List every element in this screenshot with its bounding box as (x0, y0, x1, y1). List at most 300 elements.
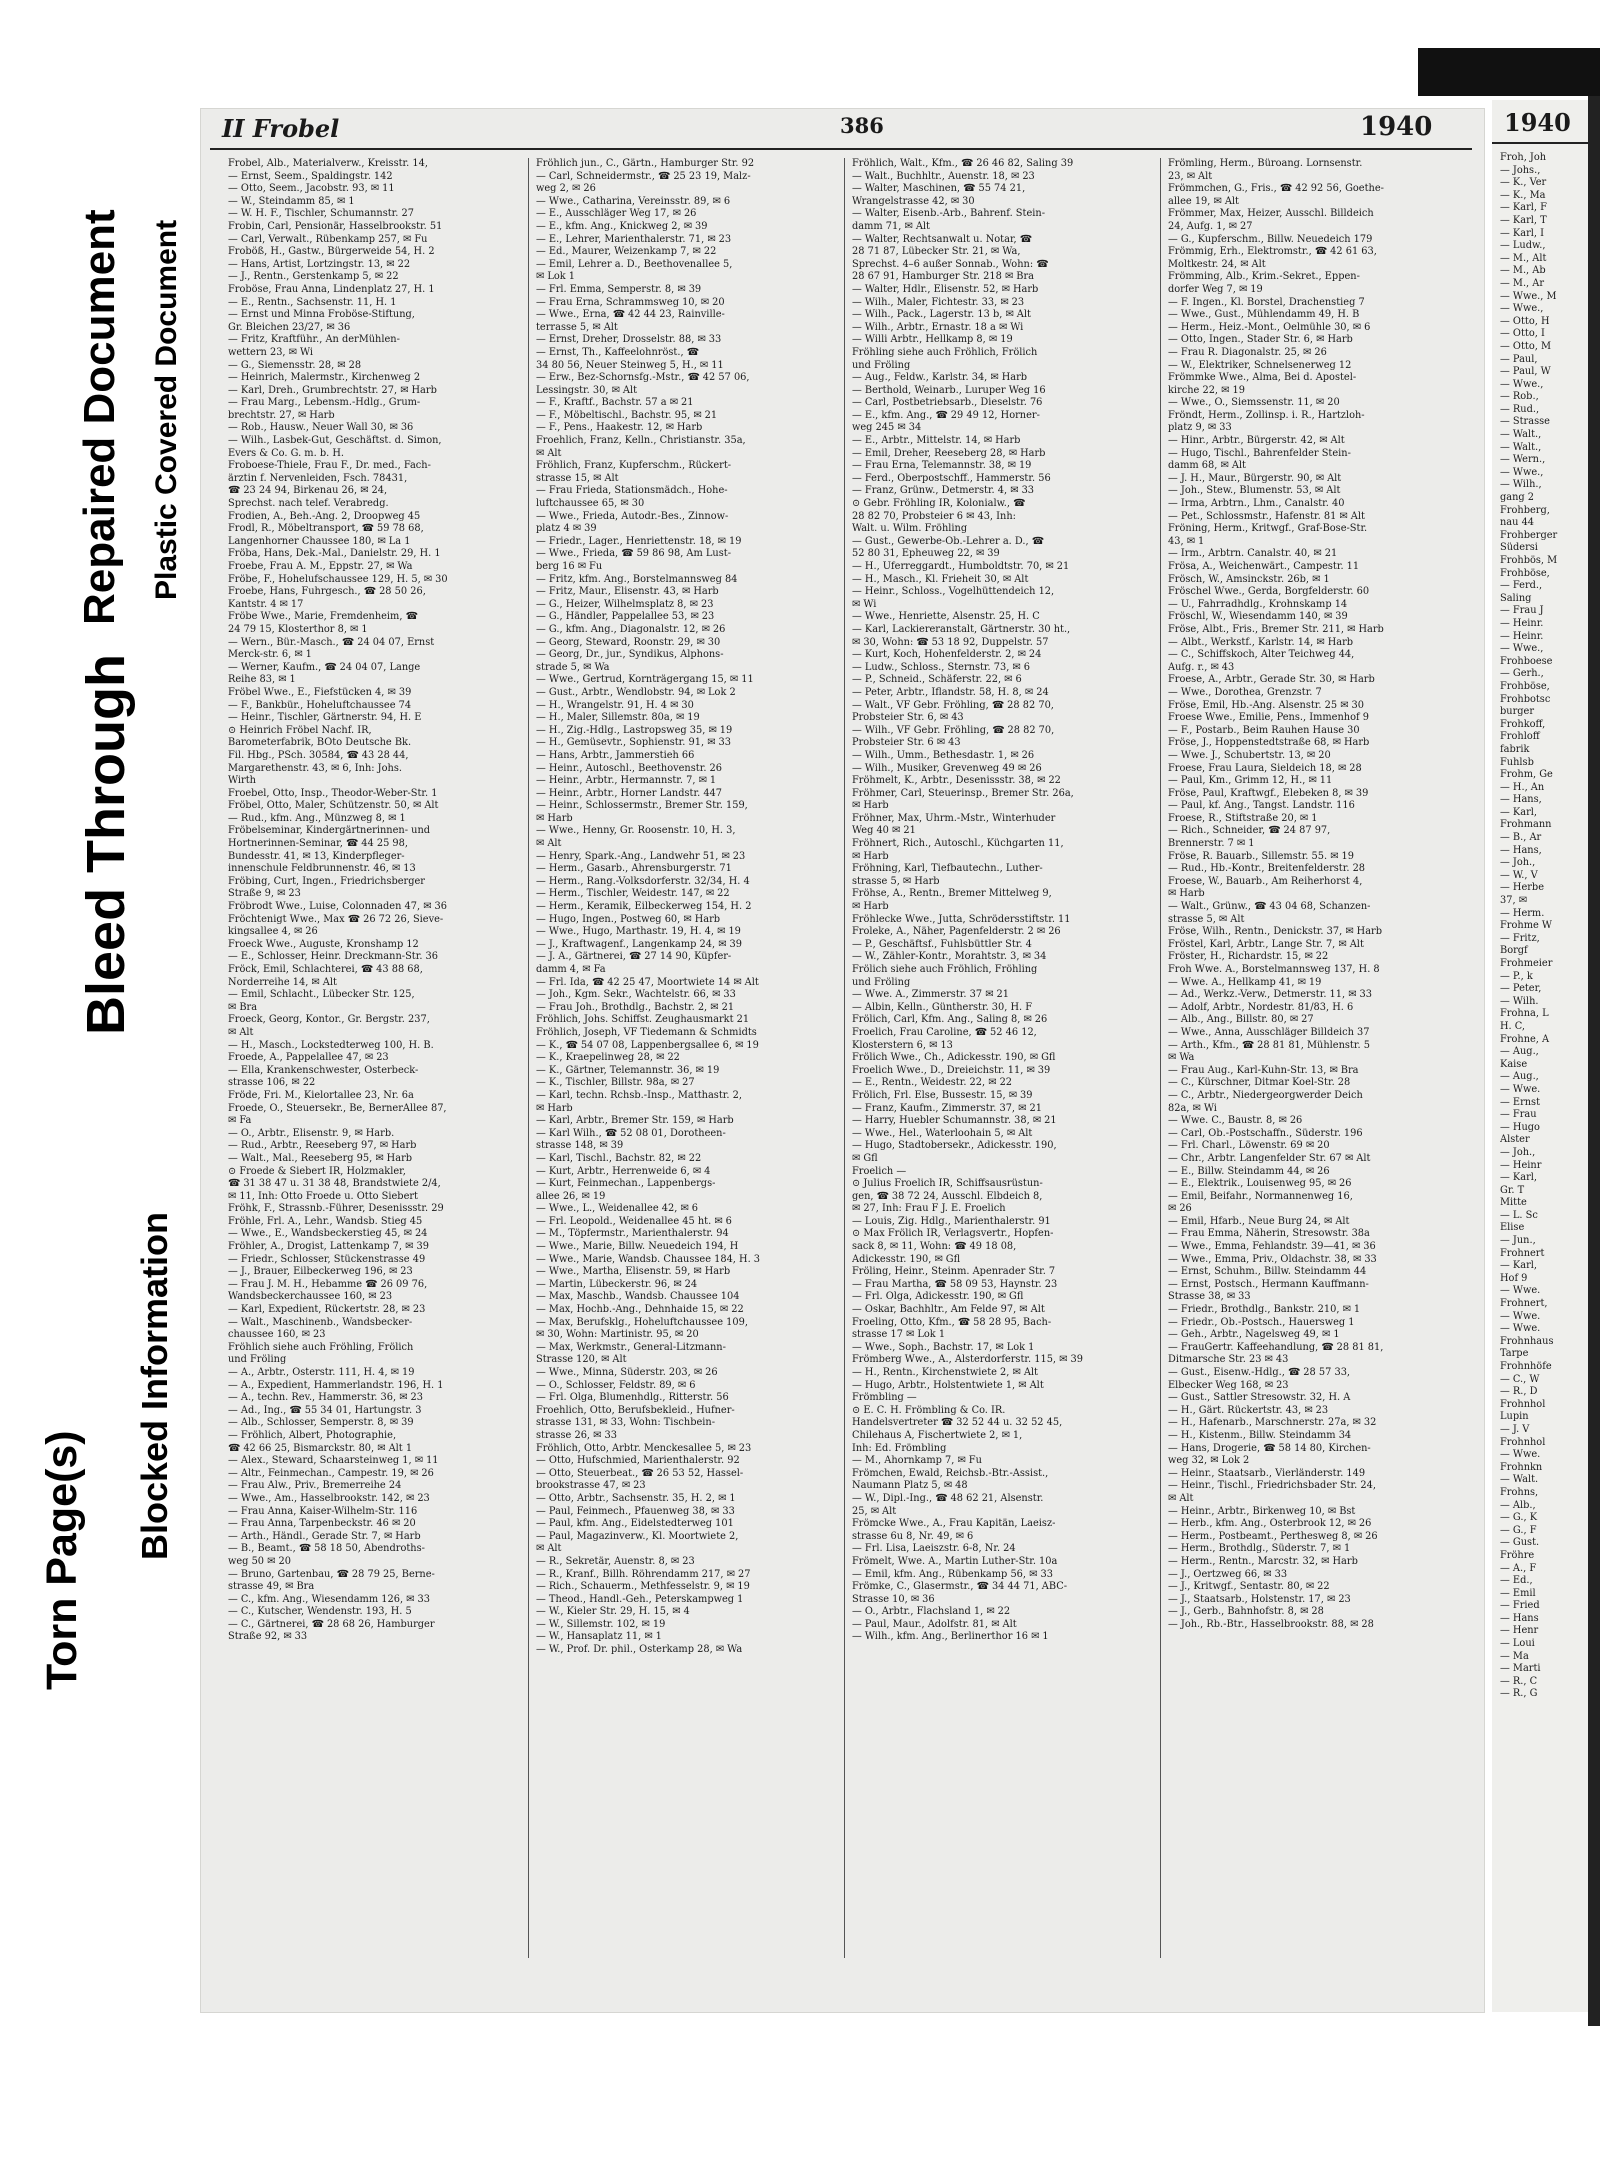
directory-entry: weg 32, ✉ Lok 2 (1168, 1455, 1250, 1467)
directory-entry: — Max, Werkmstr., General-Litzmann- (536, 1341, 726, 1353)
directory-entry: — Ernst, Th., Kaffeelohnröst., ☎ (536, 346, 699, 358)
directory-entry: ☎ 31 38 47 u. 31 38 48, Brandstwiete 2/4, (228, 1178, 441, 1190)
adjacent-entry: — Herm. (1500, 907, 1545, 919)
directory-entry: ⊙ Froede & Siebert IR, Holzmakler, (228, 1165, 406, 1177)
plastic-covered-label: Plastic Covered Document (150, 219, 183, 600)
directory-entry: Fröse, Emil, Hb.-Ang. Alsenstr. 25 ✉ 30 (1168, 699, 1365, 711)
directory-entry: — Karl, Dreh., Grumbrechtstr. 27, ✉ Harb (228, 384, 437, 396)
adjacent-entry: Elise (1500, 1222, 1525, 1234)
directory-entry: Fröhmelt, K., Arbtr., Desenissstr. 38, ✉ 22 (852, 775, 1061, 787)
directory-entry: — J. H., Maur., Bürgerstr. 90, ✉ Alt (1168, 472, 1342, 484)
directory-entry: — Rud., Arbtr., Reeseberg 97, ✉ Harb (228, 1140, 417, 1152)
adjacent-entry: — Wern., (1500, 454, 1546, 466)
directory-entry: — FrauGertr. Kaffeehandlung, ☎ 28 81 81, (1168, 1341, 1384, 1353)
directory-entry: chaussee 160, ✉ 23 (228, 1329, 326, 1341)
adjacent-entry: — Heinr. (1500, 630, 1544, 642)
adjacent-entry: — Wwe., (1500, 643, 1544, 655)
directory-entry: Fröhlich, Franz, Kupferschm., Rückert- (536, 460, 732, 472)
directory-entry: Sprechst. nach telef. Verabredg. (228, 498, 389, 510)
directory-entry: Frömke, C., Glasermstr., ☎ 34 44 71, ABC- (852, 1581, 1068, 1593)
directory-entry: — Frau Frieda, Stationsmädch., Hohe- (536, 485, 728, 497)
directory-entry: innenschule Feldbrunnenstr. 46, ✉ 13 (228, 863, 416, 875)
directory-entry: — Emil, Schlacht., Lübecker Str. 125, (228, 989, 415, 1001)
directory-entry: — Frl. Lisa, Laeiszstr. 6-8, Nr. 24 (852, 1543, 1016, 1555)
directory-entry: Strasse 120, ✉ Alt (536, 1354, 627, 1366)
directory-entry: strasse 17 ✉ Lok 1 (852, 1329, 946, 1341)
directory-entry: — F., Möbeltischl., Bachstr. 95, ✉ 21 (536, 409, 718, 421)
directory-entry: — E., Schlosser, Heinr. Dreckmann-Str. 36 (228, 951, 439, 963)
directory-entry: — J., Rentn., Gerstenkamp 5, ✉ 22 (228, 271, 399, 283)
directory-entry: — Walter, Eisenb.-Arb., Bahrenf. Stein- (852, 208, 1046, 220)
directory-entry: ☎ 42 66 25, Bismarckstr. 80, ✉ Alt 1 (228, 1442, 413, 1454)
directory-entry: Fröse, Paul, Kraftwgf., Elebeken 8, ✉ 39 (1168, 787, 1369, 799)
directory-entry: — U., Fahrradhdlg., Krohnskamp 14 (1168, 598, 1348, 610)
directory-entry: Fröning, Herm., Kritwgf., Graf-Bose-Str. (1168, 523, 1368, 535)
directory-entry: — Emil, Lehrer a. D., Beethovenallee 5, (536, 258, 733, 270)
adjacent-entry: Frohmann (1500, 819, 1552, 831)
directory-entry: — Wwe. A., Hellkamp 41, ✉ 19 (1168, 976, 1322, 988)
directory-entry: strasse 106, ✉ 22 (228, 1077, 316, 1089)
directory-entry: — Frau Martha, ☎ 58 09 53, Haynstr. 23 (852, 1278, 1058, 1290)
adjacent-entry: Frohnert, (1500, 1298, 1548, 1310)
directory-entry: — Emil, Beifahr., Normannenweg 16, (1168, 1190, 1353, 1202)
directory-entry: — Herm., Rang.-Volksdorferstr. 32/34, H. 4 (536, 875, 750, 887)
adjacent-entry: — Aug., (1500, 1046, 1539, 1058)
directory-entry: — Herm., Postbeamt., Perthesweg 8, ✉ 26 (1168, 1530, 1378, 1542)
directory-entry: ✉ 30, Wohn: Martinistr. 95, ✉ 20 (536, 1329, 699, 1341)
directory-entry: ✉ Alt (228, 1026, 254, 1038)
directory-entry: Frobel, Alb., Materialverw., Kreisstr. 14, (228, 158, 428, 169)
directory-entry: — O., Arbtr., Flachsland 1, ✉ 22 (852, 1606, 1011, 1618)
directory-entry: — Frau Anna, Kaiser-Wilhelm-Str. 116 (228, 1505, 418, 1517)
directory-entry: platz 4 ✉ 39 (536, 523, 597, 535)
directory-entry: — H., Zig.-Hdlg., Lastropsweg 35, ✉ 19 (536, 724, 733, 736)
directory-entry: — Joh., Stew., Blumenstr. 53, ✉ Alt (1168, 485, 1341, 497)
directory-entry: — Carl, Schneidermstr., ☎ 25 23 19, Malz- (536, 170, 751, 182)
directory-entry: Fröbe, F., Hohelufschaussee 129, H. 5, ✉ 30 (228, 573, 448, 585)
directory-entry: — Max, Berufsklg., Hoheluftchaussee 109, (536, 1316, 748, 1328)
directory-entry: — Wwe. J., Schubertstr. 13, ✉ 20 (1168, 749, 1331, 761)
directory-entry: — P., Geschäftsf., Fuhlsbüttler Str. 4 (852, 938, 1032, 950)
adjacent-entry: Frohböse, (1500, 567, 1550, 579)
directory-entry: ⊙ Max Frölich IR, Verlagsvertr., Hopfen- (852, 1228, 1054, 1240)
directory-entry: — Willi Arbtr., Hellkamp 8, ✉ 19 (852, 334, 1013, 346)
directory-entry: — Frau Anna, Tarpenbeckstr. 46 ✉ 20 (228, 1518, 416, 1530)
adjacent-entry: — Wwe., (1500, 378, 1544, 390)
directory-entry: — Emil, Dreher, Reeseberg 28, ✉ Harb (852, 447, 1046, 459)
adjacent-entry: Frohne, A (1500, 1033, 1550, 1045)
directory-entry: — H., Gärt. Rückertstr. 43, ✉ 23 (1168, 1404, 1329, 1416)
adjacent-entry: — K., Ma (1500, 189, 1546, 201)
directory-entry: — Wilh., Pack., Lagerstr. 13 b, ✉ Alt (852, 309, 1031, 321)
directory-entry: — Wilh., kfm. Ang., Berlinerthor 16 ✉ 1 (852, 1631, 1049, 1643)
directory-entry: — Heinr., Staatsarb., Vierländerstr. 149 (1168, 1467, 1366, 1479)
directory-entry: Fröhle, Frl. A., Lehr., Wandsb. Stieg 45 (228, 1215, 423, 1227)
adjacent-entry: — R., D (1500, 1386, 1538, 1398)
directory-entry: 34 80 56, Neuer Steinweg 5, H., ✉ 11 (536, 359, 724, 371)
column-divider (528, 158, 529, 1958)
directory-entry: ✉ Harb (536, 812, 573, 824)
directory-entry: — Frl. Ida, ☎ 42 25 47, Moortwiete 14 ✉ Alt (536, 976, 759, 988)
adjacent-entry: — Rud., (1500, 403, 1540, 415)
directory-entry: — Herm., Rentn., Marcstr. 32, ✉ Harb (1168, 1555, 1358, 1567)
directory-entry: — E., Rentn., Weidestr. 22, ✉ 22 (852, 1077, 1013, 1089)
directory-entry: Frömmig, Erh., Elektromstr., ☎ 42 61 63, (1168, 246, 1377, 258)
adjacent-entry: nau 44 (1500, 517, 1535, 529)
directory-entry: — Werner, Kaufm., ☎ 24 04 07, Lange (228, 661, 421, 673)
directory-entry: — Gust., Eisenw.-Hdlg., ☎ 28 57 33, (1168, 1367, 1351, 1378)
adjacent-entry: — Karl, (1500, 1172, 1538, 1184)
directory-entry: Langenhorner Chaussee 180, ✉ La 1 (228, 535, 411, 547)
adjacent-entry: — Ferd., (1500, 580, 1543, 592)
directory-entry: Chilehaus A, Fischertwiete 2, ✉ 1, (852, 1429, 1023, 1441)
directory-entry: — Wwe., Am., Hasselbrookstr. 142, ✉ 23 (228, 1492, 430, 1504)
column-3 (852, 158, 1134, 1998)
adjacent-entry: — G., K (1500, 1512, 1538, 1524)
directory-entry: Probsteier Str. 6 ✉ 43 (852, 737, 961, 749)
directory-entry: ✉ Bra (228, 1001, 258, 1013)
directory-entry: ✉ Harb (1168, 888, 1205, 900)
directory-entry: und Fröling (852, 359, 911, 371)
adjacent-entry: — W., V (1500, 869, 1538, 881)
adjacent-entry: — B., Ar (1500, 832, 1542, 844)
directory-entry: Froleke, A., Näher, Pagenfelderstr. 2 ✉ 26 (852, 926, 1061, 938)
directory-entry: — Ernst und Minna Froböse-Stiftung, (228, 309, 415, 321)
section-heading: II Frobel (222, 114, 340, 143)
directory-entry: Frömmke Wwe., Alma, Bei d. Apostel- (1168, 372, 1357, 384)
adjacent-header-rule (1492, 142, 1588, 144)
directory-entry: — Wwe., Emma, Priv., Oldachstr. 38, ✉ 33 (1168, 1253, 1377, 1265)
directory-entry: — K., Tischler, Billstr. 98a, ✉ 27 (536, 1077, 695, 1089)
adjacent-entry: — Karl, (1500, 1260, 1538, 1272)
directory-entry: — Arth., Händl., Gerade Str. 7, ✉ Harb (228, 1530, 421, 1542)
directory-entry: — O., Arbtr., Elisenstr. 9, ✉ Harb. (228, 1127, 395, 1139)
directory-entry: — K., Gärtner, Telemannstr. 36, ✉ 19 (536, 1064, 720, 1076)
adjacent-entry: Kaise (1500, 1058, 1528, 1070)
directory-entry: — Hans, Artist, Lortzingstr. 13, ✉ 22 (228, 258, 411, 270)
directory-entry: ✉ Gfl (852, 1152, 878, 1164)
adjacent-entry: Froh, Joh (1500, 152, 1547, 163)
directory-entry: Fröhlich, Johs. Schiffst. Zeughausmarkt 21 (536, 1014, 750, 1026)
directory-entry: strasse 49, ✉ Bra (228, 1581, 315, 1593)
directory-entry: strasse 15, ✉ Alt (536, 472, 619, 484)
directory-entry: — Herm., Keramik, Eilbeckerweg 154, H. 2 (536, 901, 752, 913)
directory-entry: — Rud., kfm. Ang., Münzweg 8, ✉ 1 (228, 812, 406, 824)
directory-entry: — Heinrich, Malermstr., Kirchenweg 2 (228, 372, 421, 384)
adjacent-entry: Frohmeier (1500, 958, 1553, 969)
directory-entry: Frömbling — (852, 1392, 917, 1404)
directory-entry: — Wilh., Musiker, Grevenweg 49 ✉ 26 (852, 762, 1042, 774)
directory-entry: ✉ Alt (1168, 1492, 1194, 1504)
directory-entry: — Wilh., Lasbek-Gut, Geschäftst. d. Simon, (228, 435, 442, 447)
directory-entry: — Hans, Arbtr., Jammerstieh 66 (536, 749, 695, 761)
adjacent-entry: Frohnkn (1500, 1461, 1543, 1473)
directory-entry: Inh: Ed. Frömbling (852, 1442, 947, 1454)
directory-entry: ✉ Alt (536, 1543, 562, 1555)
directory-entry: — A., Expedient, Hammerlandstr. 196, H. 1 (228, 1379, 444, 1391)
directory-entry: Sprechst. 4–6 außer Sonnab., Wohn: ☎ (852, 258, 1049, 270)
directory-entry: — Fritz, kfm. Ang., Borstelmannsweg 84 (536, 573, 738, 585)
directory-entry: weg 245 ✉ 34 (852, 422, 922, 434)
directory-entry: — O., Schlosser, Feldstr. 89, ✉ 6 (536, 1379, 696, 1391)
adjacent-entry: — Alb., (1500, 1499, 1536, 1511)
directory-entry: — Georg, Steward, Roonstr. 29, ✉ 30 (536, 636, 721, 648)
directory-entry: allee 26, ✉ 19 (536, 1190, 606, 1202)
column-2 (536, 158, 818, 1998)
adjacent-entry: Lupin (1500, 1411, 1529, 1423)
directory-entry: — B., Beamt., ☎ 58 18 50, Abendroths- (228, 1543, 425, 1555)
directory-entry: Froebe, Frau A. M., Eppstr. 27, ✉ Wa (228, 561, 413, 572)
directory-entry: — Ernst, Schuhm., Billw. Steindamm 44 (1168, 1266, 1367, 1278)
directory-entry: 43, ✉ 1 (1168, 535, 1205, 547)
directory-entry: Fröse, J., Hoppenstedtstraße 68, ✉ Harb (1168, 737, 1370, 749)
adjacent-entry: — Hans, (1500, 844, 1542, 856)
directory-entry: — Heinr., Autoschl., Beethovenstr. 26 (536, 762, 723, 774)
directory-entry: Bundesstr. 41, ✉ 13, Kinderpfleger- (228, 850, 405, 862)
adjacent-entry: Gr. T (1500, 1184, 1525, 1196)
directory-entry: — K., Kraepelinweg 28, ✉ 22 (536, 1052, 680, 1064)
header-rule (210, 148, 1472, 150)
directory-entry: — C., Kutscher, Wendenstr. 193, H. 5 (228, 1606, 412, 1618)
directory-entry: — Heinr., Schloss., Vogelhüttendeich 12, (852, 586, 1055, 598)
directory-entry: — G., Heizer, Wilhelmsplatz 8, ✉ 23 (536, 598, 714, 610)
directory-entry: — H., Masch., Lockstedterweg 100, H. B. (228, 1039, 434, 1051)
directory-entry: Frömmer, Max, Heizer, Ausschl. Billdeich (1168, 208, 1374, 220)
directory-page (200, 108, 1485, 2013)
directory-entry: — C., Gärtnerei, ☎ 28 68 26, Hamburger (228, 1618, 435, 1630)
directory-entry: Fröhlich siehe auch Fröhling, Frölich (228, 1341, 414, 1353)
directory-entry: — Hugo, Stadtobersekr., Adickesstr. 190, (852, 1140, 1057, 1152)
directory-entry: — E., Elektrik., Louisenweg 95, ✉ 26 (1168, 1178, 1352, 1190)
adjacent-entry: — Loui (1500, 1638, 1535, 1650)
directory-entry: — H., Wrangelstr. 91, H. 4 ✉ 30 (536, 699, 694, 711)
directory-entry: Fröbrodt Wwe., Luise, Colonnaden 47, ✉ 36 (228, 901, 448, 913)
directory-entry: — M., Ahornkamp 7, ✉ Fu (852, 1455, 982, 1467)
directory-entry: — Erw., Bez-Schornsfg.-Mstr., ☎ 42 57 06, (536, 372, 750, 384)
directory-entry: — G., Kupferschm., Billw. Neuedeich 179 (1168, 233, 1373, 245)
adjacent-entry: — M., Ab (1500, 265, 1546, 277)
directory-entry: Fröhlich, Joseph, VF Tiedemann & Schmidts (536, 1026, 757, 1038)
adjacent-entry: Hof 9 (1500, 1272, 1528, 1284)
directory-entry: — W. H. F., Tischler, Schumannstr. 27 (228, 208, 414, 220)
adjacent-entry: Saling (1500, 592, 1532, 604)
directory-entry: Froboese-Thiele, Frau F., Dr. med., Fach- (228, 460, 431, 472)
directory-entry: — Wwe., Marie, Wandsb. Chaussee 184, H. 3 (536, 1253, 761, 1265)
adjacent-entry: — Otto, H (1500, 315, 1550, 327)
torn-pages-label: Torn Page(s) (38, 1430, 86, 1690)
directory-entry: Strasse 10, ✉ 36 (852, 1593, 935, 1605)
adjacent-entry: — Walt. (1500, 1474, 1539, 1486)
directory-entry: Weg 40 ✉ 21 (852, 825, 916, 837)
adjacent-entry: Frohberg, (1500, 504, 1550, 516)
directory-entry: — J., Kraftwagenf., Langenkamp 24, ✉ 39 (536, 938, 743, 950)
directory-entry: — Georg, Dr., jur., Syndikus, Alphons- (536, 649, 724, 661)
directory-entry: Froeck, Georg, Kontor., Gr. Bergstr. 237, (228, 1014, 430, 1026)
directory-entry: strasse 5, ✉ Harb (852, 875, 940, 887)
directory-entry: 24, Aufg. 1, ✉ 27 (1168, 220, 1253, 232)
directory-entry: — Wilh., Arbtr., Ernastr. 18 a ✉ Wi (852, 321, 1024, 333)
adjacent-entry: — Joh., (1500, 1146, 1536, 1158)
directory-entry: — W., Dipl.-Ing., ☎ 48 62 21, Alsenstr. (852, 1492, 1044, 1504)
directory-entry: gen, ☎ 38 72 24, Ausschl. Elbdeich 8, (852, 1190, 1043, 1202)
adjacent-entry: H. C, (1500, 1020, 1526, 1032)
directory-entry: — Chr., Arbtr. Langenfelder Str. 67 ✉ Alt (1168, 1152, 1371, 1164)
page-header (200, 108, 1485, 150)
directory-entry: — Frl. Olga, Blumenhdlg., Ritterstr. 56 (536, 1392, 729, 1404)
directory-entry: — Heinr., Tischl., Friedrichsbader Str. 24, (1168, 1480, 1376, 1492)
directory-entry: Aufg. r., ✉ 43 (1168, 661, 1235, 673)
directory-entry: Fröse, Albt., Fris., Bremer Str. 211, ✉ Harb (1168, 623, 1384, 635)
directory-entry: — Louis, Zig. Hdlg., Marienthalerstr. 91 (852, 1215, 1051, 1227)
directory-entry: weg 2, ✉ 26 (536, 183, 596, 195)
directory-entry: Wandsbeckerchaussee 160, ✉ 23 (228, 1291, 393, 1303)
directory-entry: — H., Gemüsevtr., Sophienstr. 91, ✉ 33 (536, 737, 731, 749)
directory-entry: Handelsvertreter ☎ 32 52 44 u. 32 52 45, (852, 1417, 1063, 1429)
directory-entry: — Walt., Mal., Reeseberg 95, ✉ Harb (228, 1152, 413, 1164)
directory-entry: ✉ 30, Wohn: ☎ 53 18 92, Duppelstr. 57 (852, 636, 1049, 648)
directory-entry: Reihe 83, ✉ 1 (228, 674, 296, 686)
adjacent-entry: — Aug., (1500, 1071, 1539, 1083)
directory-entry: Barometerfabrik, BOto Deutsche Bk. (228, 737, 412, 749)
directory-entry: — E., Rentn., Sachsenstr. 11, H. 1 (228, 296, 397, 308)
directory-entry: brookstrasse 47, ✉ 23 (536, 1480, 646, 1492)
directory-entry: — Karl, Arbtr., Bremer Str. 159, ✉ Harb (536, 1115, 734, 1127)
directory-entry: — Frl. Leopold., Weidenallee 45 ht. ✉ 6 (536, 1215, 732, 1227)
blocked-information-label: Blocked Information (134, 1211, 175, 1560)
directory-entry: strade 5, ✉ Wa (536, 661, 610, 673)
directory-entry: ✉ Lok 1 (536, 271, 576, 283)
directory-entry: strasse 6u 8, Nr. 49, ✉ 6 (852, 1530, 974, 1542)
directory-entry: ärztin f. Nervenleiden, Fsch. 78431, (228, 472, 408, 484)
directory-entry: — Wwe., Erna, ☎ 42 44 23, Rainville- (536, 309, 725, 321)
directory-entry: — Frau Erna, Telemannstr. 38, ✉ 19 (852, 460, 1032, 472)
directory-entry: — Martin, Lübeckerstr. 96, ✉ 24 (536, 1278, 698, 1290)
adjacent-entry: — L. Sc (1500, 1209, 1538, 1221)
adjacent-entry: — Karl, T (1500, 214, 1547, 226)
adjacent-entry: — H., An (1500, 781, 1545, 793)
directory-entry: Naumann Platz 5, ✉ 48 (852, 1480, 968, 1492)
adjacent-entry: — Rob., (1500, 391, 1539, 403)
directory-entry: — Herb., kfm. Ang., Osterbrook 12, ✉ 26 (1168, 1518, 1372, 1530)
directory-entry: Fröhk, F., Strassnb.-Führer, Desenissstr. 29 (228, 1203, 444, 1215)
adjacent-entry: burger (1500, 706, 1535, 718)
directory-entry: — Heinr., Arbtr., Horner Landstr. 447 (536, 787, 723, 799)
directory-entry: Frölich siehe auch Fröhlich, Fröhling (852, 964, 1038, 975)
adjacent-year-heading: 1940 (1504, 108, 1571, 137)
directory-entry: Froelich — (852, 1165, 907, 1177)
adjacent-entry: — G., F (1500, 1524, 1537, 1536)
adjacent-entry: Frohbös, M (1500, 555, 1558, 566)
adjacent-entry: Frohbotsc (1500, 693, 1551, 705)
directory-entry: ✉ Alt (536, 447, 562, 459)
directory-entry: Frösch, W., Amsinckstr. 26b, ✉ 1 (1168, 573, 1330, 585)
adjacent-entry: Frohboese (1500, 655, 1553, 667)
directory-entry: — Walter, Maschinen, ☎ 55 74 21, (852, 183, 1026, 195)
directory-entry: strasse 148, ✉ 39 (536, 1140, 624, 1152)
adjacent-entry: — Strasse (1500, 416, 1550, 428)
directory-entry: Evers & Co. G. m. b. H. (228, 447, 344, 459)
directory-entry: Fröhlich jun., C., Gärtn., Hamburger Str. 92 (536, 158, 755, 169)
directory-entry: — Alex., Steward, Schaarsteinweg 1, ✉ 11 (228, 1455, 439, 1467)
directory-entry: — H., Uferreggardt., Humboldtstr. 70, ✉ 21 (852, 561, 1070, 572)
directory-entry: Frömming, Alb., Krim.-Sekret., Eppen- (1168, 271, 1360, 283)
directory-entry: — E., Ausschläger Weg 17, ✉ 26 (536, 208, 697, 220)
directory-entry: Frölich Wwe., Ch., Adickesstr. 190, ✉ Gfl (852, 1052, 1056, 1064)
directory-entry: 52 80 31, Epheuweg 22, ✉ 39 (852, 548, 1000, 560)
directory-entry: — F., Pens., Haakestr. 12, ✉ Harb (536, 422, 703, 434)
directory-entry: — Paul, Magazinverw., Kl. Moortwiete 2, (536, 1530, 739, 1542)
adjacent-entry: — Wwe., (1500, 466, 1544, 478)
directory-entry: — Wwe., Hel., Waterloohain 5, ✉ Alt (852, 1127, 1033, 1139)
directory-entry: — Frau Marg., Lebensm.-Hdlg., Grum- (228, 397, 421, 409)
directory-entry: ⊙ Gebr. Fröhling IR, Kolonialw., ☎ (852, 498, 1026, 510)
directory-entry: — J., Brauer, Eilbeckerweg 196, ✉ 23 (228, 1266, 413, 1278)
adjacent-entry: — Fritz, (1500, 932, 1540, 944)
directory-entry: — Wwe., L., Weidenallee 42, ✉ 6 (536, 1203, 699, 1215)
directory-entry: ✉ 27, Inh: Frau F J. E. Froelich (852, 1203, 1006, 1215)
adjacent-entry: Alster (1500, 1134, 1530, 1146)
directory-entry: strasse 5, ✉ Alt (1168, 913, 1245, 925)
directory-entry: — Wwe., E., Wandsbeckerstieg 45, ✉ 24 (228, 1228, 428, 1240)
adjacent-entry: — Ernst (1500, 1096, 1541, 1108)
directory-entry: — Wwe., Soph., Bachstr. 17, ✉ Lok 1 (852, 1341, 1035, 1353)
directory-entry: — J. A., Gärtnerei, ☎ 27 14 90, Küpfer- (536, 951, 732, 963)
directory-entry: — Wilh., Maler, Fichtestr. 33, ✉ 23 (852, 296, 1025, 308)
directory-entry: — Aug., Feldw., Karlstr. 34, ✉ Harb (852, 372, 1028, 384)
directory-entry: ✉ Fa (228, 1115, 252, 1127)
adjacent-entry: Frohme W (1500, 920, 1552, 932)
adjacent-entry: — Fried (1500, 1600, 1540, 1612)
directory-entry: — Wwe., Frieda, Autodr.-Bes., Zinnow- (536, 510, 729, 522)
directory-entry: Ditmarsche Str. 23 ✉ 43 (1168, 1354, 1289, 1366)
directory-entry: — A., Arbtr., Osterstr. 111, H. 4, ✉ 19 (228, 1367, 415, 1378)
directory-entry: Hortnerinnen-Seminar, ☎ 44 25 98, (228, 838, 408, 850)
directory-entry: — Carl, Verwalt., Rübenkamp 257, ✉ Fu (228, 233, 428, 245)
adjacent-entry: — M., Alt (1500, 252, 1547, 264)
directory-entry: Fröhlich, Otto, Arbtr. Menckesallee 5, ✉ 23 (536, 1442, 752, 1454)
directory-entry: — Berthold, Weinarb., Luruper Weg 16 (852, 384, 1046, 396)
directory-entry: — Karl, techn. Rchsb.-Insp., Matthastr. 2, (536, 1089, 742, 1101)
directory-entry: Frölich, Frl. Else, Bussestr. 15, ✉ 39 (852, 1089, 1033, 1101)
directory-entry: Fröschl, W., Wiesendamm 140, ✉ 39 (1168, 611, 1348, 623)
directory-entry: — J., Oertzweg 66, ✉ 33 (1168, 1568, 1288, 1580)
directory-entry: — Otto, Arbtr., Sachsenstr. 35, H. 2, ✉ 1 (536, 1492, 736, 1504)
directory-entry: — H., Hafenarb., Marschnerstr. 27a, ✉ 32 (1168, 1417, 1377, 1429)
directory-entry: — Paul, Km., Grimm 12, H., ✉ 11 (1168, 775, 1333, 787)
directory-entry: — Frau Joh., Brothdlg., Bachstr. 2, ✉ 21 (536, 1001, 735, 1013)
directory-entry: Fröndt, Herm., Zollinsp. i. R., Hartzloh- (1168, 409, 1365, 421)
directory-entry: — Frau Aug., Karl-Kuhn-Str. 13, ✉ Bra (1168, 1064, 1359, 1076)
directory-entry: 23, ✉ Alt (1168, 170, 1213, 182)
directory-entry: — Heinr., Arbtr., Birkenweg 10, ✉ Bst (1168, 1505, 1356, 1517)
directory-entry: allee 19, ✉ Alt (1168, 195, 1239, 207)
adjacent-entry: — Herbe (1500, 882, 1545, 894)
directory-entry: — Carl, Postbetriebsarb., Dieselstr. 76 (852, 397, 1043, 409)
adjacent-entry: Frohloff (1500, 731, 1540, 743)
directory-entry: — Emil, Hfarb., Neue Burg 24, ✉ Alt (1168, 1215, 1350, 1227)
directory-entry: Frobin, Carl, Pensionär, Hasselbrookstr. 51 (228, 220, 443, 232)
adjacent-entry: — Wwe. (1500, 1449, 1541, 1461)
directory-entry: — Albin, Kelln., Güntherstr. 30, H. F (852, 1001, 1033, 1013)
adjacent-entry: — Otto, M (1500, 340, 1551, 352)
adjacent-entry: Frohnhol (1500, 1398, 1546, 1410)
directory-entry: — C., Schiffskoch, Alter Teichweg 44, (1168, 649, 1355, 661)
adjacent-entry: Frohnhol (1500, 1436, 1546, 1448)
directory-entry: — F., Postarb., Beim Rauhen Hause 30 (1168, 724, 1360, 736)
directory-entry: Norderreihe 14, ✉ Alt (228, 976, 337, 988)
scan-side-strip (1588, 96, 1600, 2026)
directory-entry: — Gust., Arbtr., Wendlobstr. 94, ✉ Lok 2 (536, 686, 736, 698)
